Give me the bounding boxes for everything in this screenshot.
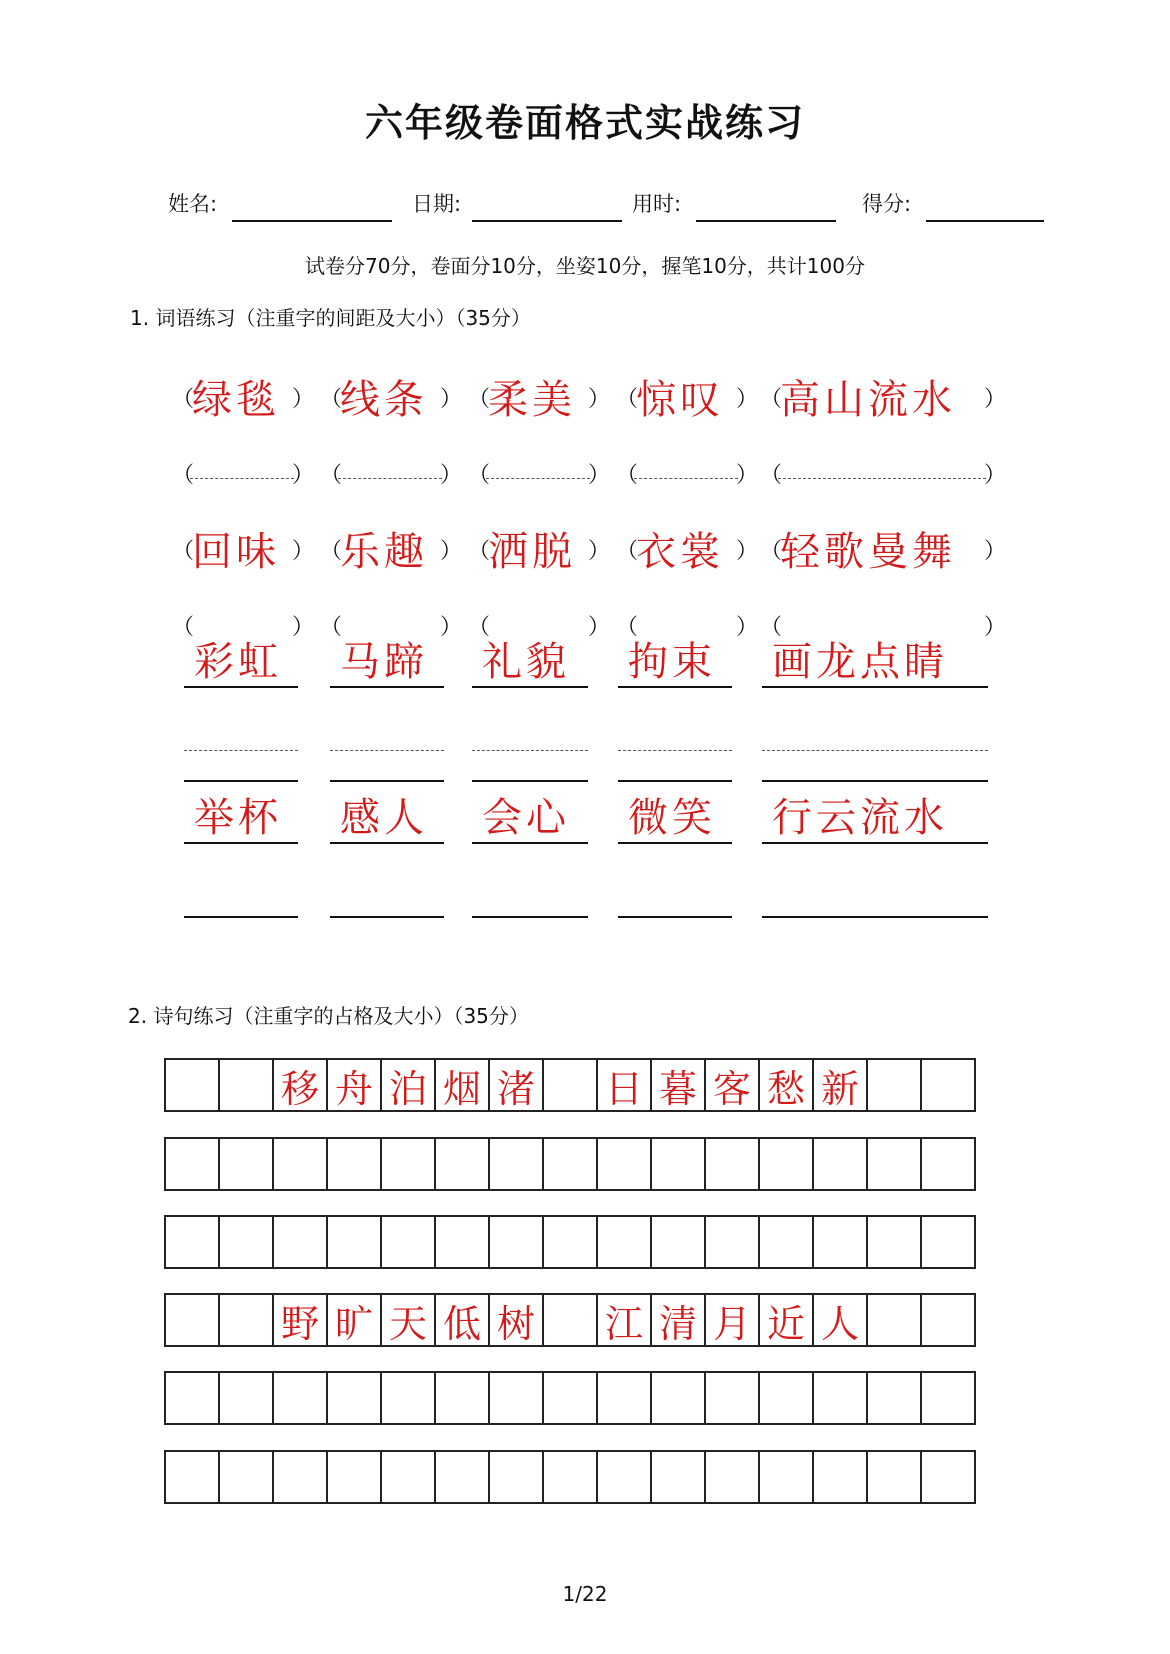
model-word: 柔美 (488, 377, 576, 423)
grid-cell[interactable] (920, 1371, 976, 1425)
grid-cell[interactable] (488, 1371, 544, 1425)
grid-cell[interactable] (380, 1450, 436, 1504)
open-paren: （ (616, 539, 639, 564)
grid-cell[interactable] (758, 1137, 814, 1191)
grid-cell[interactable] (542, 1371, 598, 1425)
grid-cell[interactable] (326, 1215, 382, 1269)
grid-cell[interactable] (218, 1058, 274, 1112)
grid-cell[interactable] (434, 1137, 490, 1191)
grid-cell[interactable] (812, 1450, 868, 1504)
answer-line[interactable] (762, 916, 988, 918)
grid-cell[interactable]: 愁 (758, 1058, 814, 1112)
grid-row (164, 1450, 976, 1504)
grid-cell[interactable]: 天 (380, 1293, 436, 1347)
close-paren: ） (984, 615, 1007, 640)
close-paren: ） (440, 387, 463, 412)
open-paren: （ (468, 615, 491, 640)
model-word: 拘束 (628, 639, 716, 685)
close-paren: ） (736, 539, 759, 564)
grid-cell[interactable]: 近 (758, 1293, 814, 1347)
grid-cell[interactable] (812, 1215, 868, 1269)
close-paren: ） (984, 539, 1007, 564)
grid-cell[interactable]: 人 (812, 1293, 868, 1347)
word-underline (184, 842, 298, 844)
grid-cell[interactable] (920, 1450, 976, 1504)
answer-blank[interactable] (634, 478, 738, 479)
grid-cell[interactable] (596, 1371, 652, 1425)
open-paren: （ (468, 463, 491, 488)
close-paren: ） (984, 387, 1007, 412)
grid-cell[interactable] (434, 1215, 490, 1269)
grid-cell[interactable] (218, 1371, 274, 1425)
word-underline (618, 842, 732, 844)
open-paren: （ (616, 615, 639, 640)
grid-cell[interactable] (380, 1215, 436, 1269)
grid-cell[interactable]: 江 (596, 1293, 652, 1347)
open-paren: （ (468, 387, 491, 412)
grid-cell[interactable]: 舟 (326, 1058, 382, 1112)
open-paren: （ (616, 387, 639, 412)
model-word: 线条 (340, 377, 428, 423)
grid-cell[interactable] (542, 1215, 598, 1269)
grid-cell[interactable] (596, 1215, 652, 1269)
word-underline (762, 686, 988, 688)
page-title: 六年级卷面格式实战练习 (364, 101, 805, 145)
model-word: 马蹄 (340, 639, 428, 685)
grid-cell[interactable] (164, 1058, 220, 1112)
answer-blank[interactable] (190, 478, 294, 479)
close-paren: ） (292, 463, 315, 488)
open-paren: （ (468, 539, 491, 564)
answer-line[interactable] (330, 916, 444, 918)
grid-cell[interactable] (866, 1215, 922, 1269)
word-underline (618, 686, 732, 688)
answer-blank[interactable] (486, 478, 590, 479)
grid-cell[interactable] (272, 1371, 328, 1425)
time-field[interactable] (696, 220, 836, 222)
grid-cell[interactable] (164, 1450, 220, 1504)
name-field[interactable] (232, 220, 392, 222)
grid-cell[interactable] (326, 1450, 382, 1504)
open-paren: （ (760, 539, 783, 564)
grid-cell[interactable] (866, 1371, 922, 1425)
word-underline (472, 842, 588, 844)
close-paren: ） (292, 387, 315, 412)
grid-cell[interactable] (920, 1293, 976, 1347)
close-paren: ） (984, 463, 1007, 488)
answer-line[interactable] (618, 780, 732, 782)
grid-cell[interactable] (758, 1371, 814, 1425)
answer-line[interactable] (472, 780, 588, 782)
grid-cell[interactable] (596, 1450, 652, 1504)
grid-cell[interactable] (164, 1137, 220, 1191)
grid-cell[interactable] (704, 1371, 760, 1425)
section1-title: 1. 词语练习（注重字的间距及大小）（35分） (130, 306, 531, 330)
grid-cell[interactable] (920, 1215, 976, 1269)
model-word: 感人 (340, 795, 428, 841)
answer-line[interactable] (184, 780, 298, 782)
close-paren: ） (292, 615, 315, 640)
grid-cell[interactable]: 日 (596, 1058, 652, 1112)
model-word: 行云流水 (772, 795, 948, 841)
grid-cell[interactable] (326, 1137, 382, 1191)
grid-cell[interactable] (434, 1450, 490, 1504)
grid-cell[interactable]: 野 (272, 1293, 328, 1347)
grid-cell[interactable] (704, 1137, 760, 1191)
grid-cell[interactable] (650, 1371, 706, 1425)
model-word: 彩虹 (194, 639, 282, 685)
open-paren: （ (172, 539, 195, 564)
grid-cell[interactable]: 旷 (326, 1293, 382, 1347)
grid-cell[interactable]: 月 (704, 1293, 760, 1347)
guide-dash-line (618, 750, 732, 751)
guide-dash-line (762, 750, 988, 751)
close-paren: ） (440, 615, 463, 640)
word-underline (330, 842, 444, 844)
model-word: 回味 (192, 529, 280, 575)
grid-row (164, 1293, 976, 1347)
model-word: 举杯 (194, 795, 282, 841)
answer-line[interactable] (762, 780, 988, 782)
open-paren: （ (172, 463, 195, 488)
grid-cell[interactable] (434, 1371, 490, 1425)
grid-cell[interactable] (272, 1137, 328, 1191)
grid-cell[interactable] (704, 1450, 760, 1504)
close-paren: ） (588, 387, 611, 412)
model-word: 乐趣 (340, 529, 428, 575)
close-paren: ） (736, 387, 759, 412)
time-label: 用时: (632, 192, 682, 216)
grid-cell[interactable] (488, 1215, 544, 1269)
guide-dash-line (472, 750, 588, 751)
grid-cell[interactable] (488, 1137, 544, 1191)
score-note: 试卷分70分，卷面分10分，坐姿10分，握笔10分，共计100分 (305, 254, 865, 278)
grid-row (164, 1058, 976, 1112)
guide-dash-line (330, 750, 444, 751)
model-word: 轻歌曼舞 (780, 529, 956, 575)
grid-cell[interactable]: 渚 (488, 1058, 544, 1112)
grid-cell[interactable]: 泊 (380, 1058, 436, 1112)
score-field[interactable] (926, 220, 1044, 222)
grid-cell[interactable]: 暮 (650, 1058, 706, 1112)
grid-cell[interactable]: 低 (434, 1293, 490, 1347)
grid-cell[interactable] (920, 1058, 976, 1112)
grid-cell[interactable] (704, 1215, 760, 1269)
close-paren: ） (292, 539, 315, 564)
grid-cell[interactable] (164, 1293, 220, 1347)
model-word: 洒脱 (488, 529, 576, 575)
model-word: 会心 (482, 795, 570, 841)
grid-cell[interactable] (218, 1137, 274, 1191)
grid-cell[interactable] (650, 1137, 706, 1191)
grid-cell[interactable] (488, 1450, 544, 1504)
model-word: 高山流水 (780, 377, 956, 423)
page-number: 1/22 (562, 1582, 608, 1606)
open-paren: （ (760, 463, 783, 488)
grid-cell[interactable] (758, 1215, 814, 1269)
grid-cell[interactable] (542, 1293, 598, 1347)
grid-row (164, 1215, 976, 1269)
open-paren: （ (320, 615, 343, 640)
grid-cell[interactable] (758, 1450, 814, 1504)
grid-cell[interactable] (866, 1058, 922, 1112)
grid-cell[interactable] (272, 1450, 328, 1504)
open-paren: （ (760, 615, 783, 640)
grid-cell[interactable] (650, 1215, 706, 1269)
model-word: 画龙点睛 (772, 639, 948, 685)
grid-cell[interactable] (218, 1293, 274, 1347)
answer-line[interactable] (618, 916, 732, 918)
word-underline (762, 842, 988, 844)
grid-cell[interactable] (272, 1215, 328, 1269)
word-underline (330, 686, 444, 688)
guide-dash-line (184, 750, 298, 751)
close-paren: ） (736, 463, 759, 488)
grid-cell[interactable]: 新 (812, 1058, 868, 1112)
answer-blank[interactable] (338, 478, 442, 479)
grid-row (164, 1137, 976, 1191)
grid-cell[interactable] (812, 1137, 868, 1191)
name-label: 姓名: (168, 192, 218, 216)
grid-cell[interactable] (218, 1450, 274, 1504)
grid-cell[interactable]: 树 (488, 1293, 544, 1347)
close-paren: ） (440, 463, 463, 488)
open-paren: （ (320, 387, 343, 412)
close-paren: ） (588, 615, 611, 640)
grid-cell[interactable] (650, 1450, 706, 1504)
grid-row (164, 1371, 976, 1425)
close-paren: ） (440, 539, 463, 564)
grid-cell[interactable] (596, 1137, 652, 1191)
grid-cell[interactable]: 烟 (434, 1058, 490, 1112)
grid-cell[interactable]: 移 (272, 1058, 328, 1112)
grid-cell[interactable] (542, 1058, 598, 1112)
grid-cell[interactable] (866, 1137, 922, 1191)
model-word: 惊叹 (636, 377, 724, 423)
open-paren: （ (616, 463, 639, 488)
date-field[interactable] (472, 220, 622, 222)
date-label: 日期: (412, 192, 462, 216)
grid-cell[interactable] (326, 1371, 382, 1425)
grid-cell[interactable] (380, 1137, 436, 1191)
grid-cell[interactable] (542, 1137, 598, 1191)
grid-cell[interactable] (812, 1371, 868, 1425)
grid-cell[interactable] (164, 1371, 220, 1425)
close-paren: ） (588, 539, 611, 564)
model-word: 礼貌 (482, 639, 570, 685)
grid-cell[interactable] (542, 1450, 598, 1504)
grid-cell[interactable] (164, 1215, 220, 1269)
answer-line[interactable] (330, 780, 444, 782)
grid-cell[interactable] (380, 1371, 436, 1425)
grid-cell[interactable] (920, 1137, 976, 1191)
grid-cell[interactable] (218, 1215, 274, 1269)
close-paren: ） (736, 615, 759, 640)
model-word: 衣裳 (636, 529, 724, 575)
word-underline (472, 686, 588, 688)
score-label: 得分: (862, 192, 912, 216)
grid-cell[interactable] (866, 1293, 922, 1347)
open-paren: （ (172, 387, 195, 412)
section2-title: 2. 诗句练习（注重字的占格及大小）（35分） (128, 1004, 529, 1028)
open-paren: （ (320, 539, 343, 564)
answer-line[interactable] (184, 916, 298, 918)
model-word: 绿毯 (192, 377, 280, 423)
grid-cell[interactable]: 客 (704, 1058, 760, 1112)
model-word: 微笑 (628, 795, 716, 841)
open-paren: （ (320, 463, 343, 488)
answer-line[interactable] (472, 916, 588, 918)
grid-cell[interactable]: 清 (650, 1293, 706, 1347)
answer-blank[interactable] (778, 478, 986, 479)
open-paren: （ (172, 615, 195, 640)
grid-cell[interactable] (866, 1450, 922, 1504)
close-paren: ） (588, 463, 611, 488)
open-paren: （ (760, 387, 783, 412)
word-underline (184, 686, 298, 688)
